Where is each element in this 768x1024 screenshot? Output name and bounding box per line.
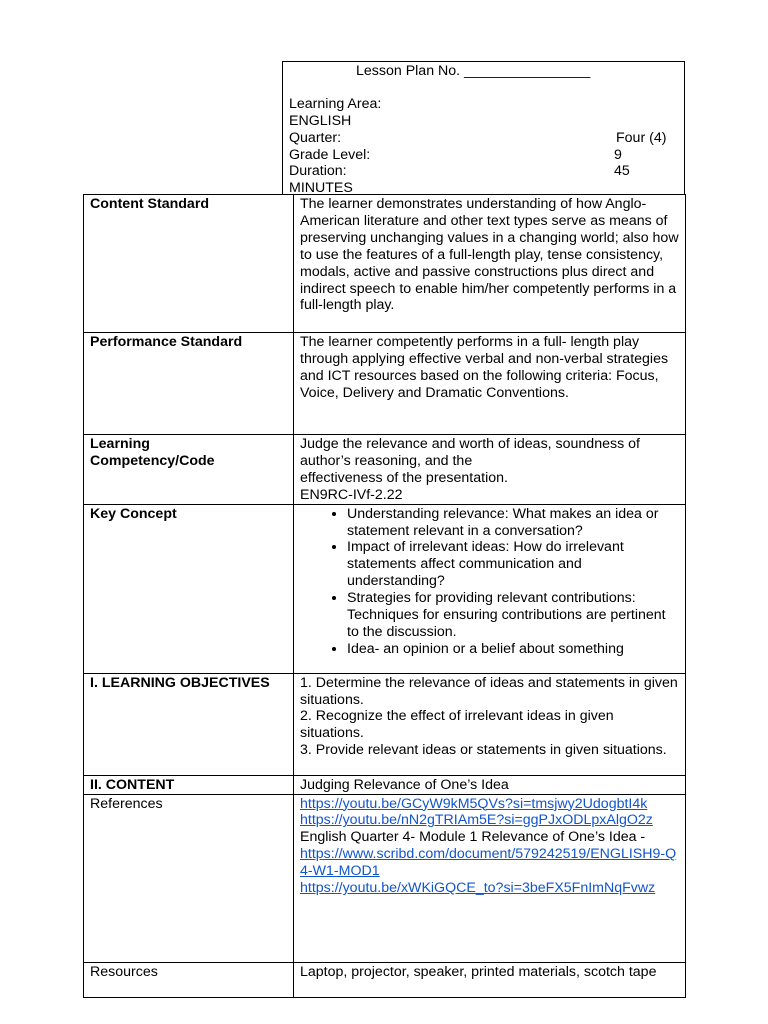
key-concept-item: • Understanding relevance: What makes an idea or statement relevant in a conversation? xyxy=(347,506,679,540)
learning-competency-row xyxy=(84,435,686,505)
learning-competency-line2: effectiveness of the presentation. xyxy=(300,469,508,486)
content-standard-text: The learner demonstrates understanding of how Anglo-American literature and other text types serve as means of preserving unchanging values in a changing world; also how to use the features of a full-length play, tense consistency, modals, active and passive constructions plus direct and indirect speech to enable him/her competently performs in a full-length play. xyxy=(294,195,686,333)
duration-value: 45 xyxy=(614,163,630,179)
content-standard-row xyxy=(84,195,686,333)
learning-competency-label-line1: Learning xyxy=(90,436,150,452)
lesson-plan-number: Lesson Plan No. ________________ xyxy=(356,63,591,79)
duration-label: Duration: xyxy=(289,163,347,179)
objective-item: 1. Determine the relevance of ideas and statements in given situations. xyxy=(300,674,678,708)
key-concept-label: Key Concept xyxy=(84,504,294,673)
quarter-value: Four (4) xyxy=(616,130,667,146)
reference-link-1[interactable]: https://youtu.be/GCyW9kM5QVs?si=tmsjwy2UdogbtI4k xyxy=(300,795,648,812)
learning-objectives-label: I. LEARNING OBJECTIVES xyxy=(84,673,294,775)
duration-unit: MINUTES xyxy=(289,180,353,196)
learning-competency-code: EN9RC-IVf-2.22 xyxy=(300,486,403,503)
references-label: References xyxy=(84,794,294,962)
learning-area-value: ENGLISH xyxy=(289,113,352,129)
key-concept-item: • Idea- an opinion or a belief about something xyxy=(347,641,679,658)
key-concept-row xyxy=(84,504,686,673)
learning-area-label: Learning Area: xyxy=(289,96,382,112)
performance-standard-text: The learner competently performs in a full- length play through applying effective verbal and non-verbal strategies and ICT resources based on the following criteria: Focus, Voice, Delivery and Dramatic Conventions. xyxy=(294,333,686,435)
lesson-plan-table xyxy=(83,194,686,998)
learning-competency-cell xyxy=(294,435,686,505)
resources-label: Resources xyxy=(84,962,294,997)
quarter-label: Quarter: xyxy=(289,130,342,146)
key-concept-item: • Impact of irrelevant ideas: How do irrelevant statements affect communication and understanding? xyxy=(347,539,679,590)
lesson-plan-header xyxy=(282,61,685,194)
performance-standard-row xyxy=(84,333,686,435)
reference-link-4[interactable]: https://youtu.be/xWKiGQCE_to?si=3beFX5FnImNqFvwz xyxy=(300,880,656,897)
learning-objectives-cell xyxy=(294,673,686,775)
resources-row xyxy=(84,962,686,997)
learning-competency-label xyxy=(84,435,294,505)
references-cell xyxy=(294,794,686,962)
grade-level-value: 9 xyxy=(614,147,622,163)
reference-link-3[interactable]: https://www.scribd.com/document/579242519/ENGLISH9-Q4-W1-MOD1 xyxy=(300,846,677,880)
content-standard-label: Content Standard xyxy=(84,195,294,333)
objective-item: 2. Recognize the effect of irrelevant ideas in given situations. xyxy=(300,708,614,742)
learning-competency-line1: Judge the relevance and worth of ideas, soundness of author’s reasoning, and the xyxy=(300,436,640,469)
learning-objectives-row xyxy=(84,673,686,775)
key-concept-cell xyxy=(294,504,686,673)
content-text: Judging Relevance of One’s Idea xyxy=(294,775,686,794)
content-row xyxy=(84,775,686,794)
resources-text: Laptop, projector, speaker, printed materials, scotch tape xyxy=(294,962,686,997)
learning-competency-label-line2: Competency/Code xyxy=(90,452,215,469)
key-concept-list xyxy=(300,506,679,658)
key-concept-item: • Strategies for providing relevant contributions: Techniques for ensuring contributions are pertinent to the discussion. xyxy=(347,590,679,641)
performance-standard-label: Performance Standard xyxy=(84,333,294,435)
content-label: II. CONTENT xyxy=(84,775,294,794)
objective-item: 3. Provide relevant ideas or statements in given situations. xyxy=(300,742,667,759)
reference-link-2[interactable]: https://youtu.be/nN2gTRIAm5E?si=ggPJxODLpxAlgO2z xyxy=(300,812,653,829)
references-row xyxy=(84,794,686,962)
grade-level-label: Grade Level: xyxy=(289,147,371,163)
module-reference-text: English Quarter 4- Module 1 Relevance of One’s Idea - xyxy=(300,829,646,846)
